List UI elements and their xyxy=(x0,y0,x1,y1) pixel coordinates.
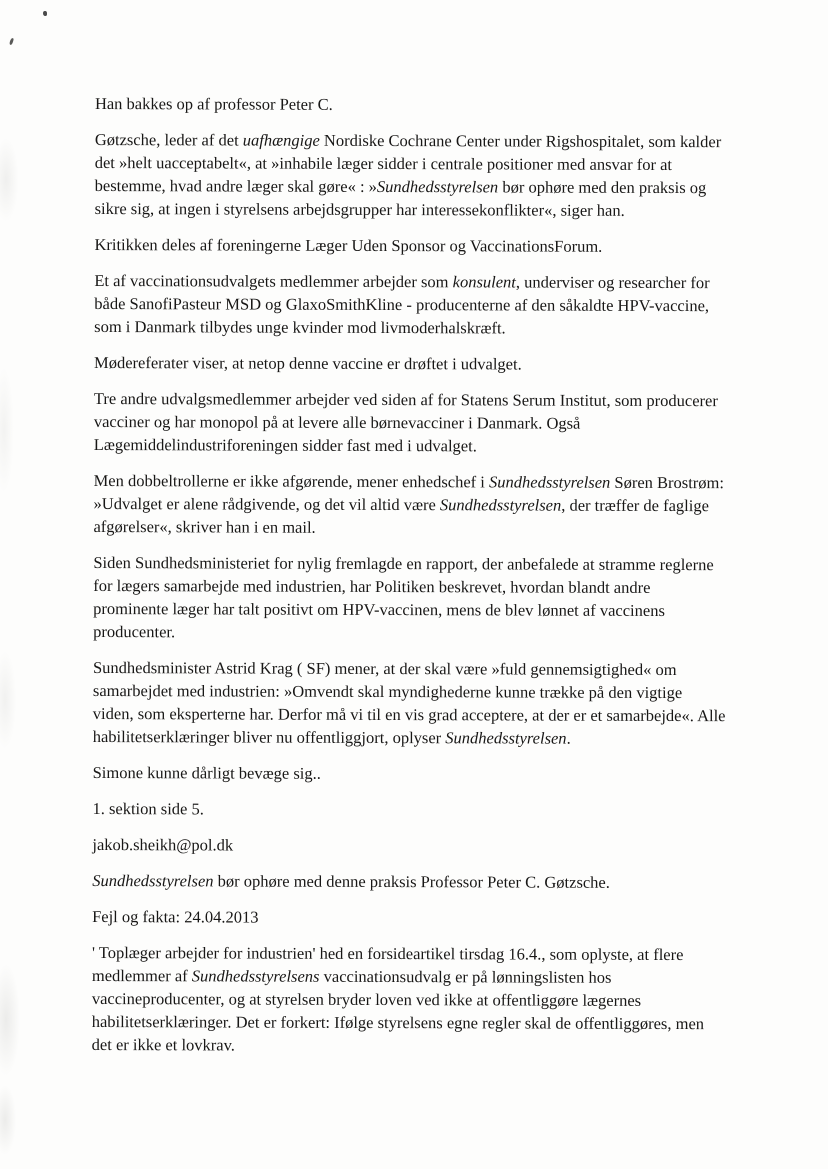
paragraph xyxy=(93,656,727,750)
text-segment: Tre andre udvalgsmedlemmer arbejder ved siden af for Statens Serum Institut, som producerer vacciner og har monopol på at levere alle børnevacciner i Danmark. Også Lægemiddelindustriforeningen sidder fast med i udvalget. xyxy=(93,388,718,456)
paragraph xyxy=(92,833,726,858)
text-segment: 1. sektion side 5. xyxy=(92,798,204,819)
italic-text-segment: uafhængige xyxy=(242,130,320,150)
scan-speck xyxy=(43,11,47,16)
text-segment: ' Toplæger arbejder for industrien' hed en forsideartikel tirsdag 16.4., som oplyste, at flere medlemmer af xyxy=(91,942,684,986)
document-body xyxy=(92,92,729,1071)
text-segment: bør ophøre med denne praksis Professor Peter C. Gøtzsche. xyxy=(213,871,610,892)
paragraph xyxy=(92,797,726,822)
text-segment: vaccinationsudvalg er på lønningslisten hos vaccineproducenter, og at styrelsen bryder loven ved ikke at offentliggøre lægernes habilitetserklæringer. Det er forkert: Ifølge styrelsens egne regler skal de offentliggøres, men det er ikke et lovkrav. xyxy=(91,966,705,1055)
paragraph xyxy=(93,469,727,540)
text-segment: , underviser og researcher for både SanofiPasteur MSD og GlaxoSmithKline - producenterne af den såkaldte HPV-vaccine, som i Danmark tilbydes unge kvinder mod livmoderhalskræft. xyxy=(94,272,710,338)
italic-text-segment: konsulent xyxy=(452,272,516,292)
paragraph xyxy=(94,269,728,340)
text-segment: bør ophøre med den praksis og sikre sig, at ingen i styrelsens arbejdsgrupper har interessekonflikter«, siger han. xyxy=(94,177,707,220)
text-segment: Gøtzsche, leder af det xyxy=(94,129,243,150)
italic-text-segment: Sundhedsstyrelsen xyxy=(445,728,567,748)
italic-text-segment: Sundhedsstyrelsen xyxy=(488,472,611,492)
text-segment: Mødereferater viser, at netop denne vaccine er drøftet i udvalget. xyxy=(94,352,522,374)
text-segment: Et af vaccinationsudvalgets medlemmer arbejder som xyxy=(94,270,453,292)
italic-text-segment: Sundhedsstyrelsen xyxy=(439,495,562,515)
text-segment: Søren Brostrøm: »Udvalget er alene rådgivende, og det vil altid være xyxy=(93,472,725,515)
paragraph xyxy=(95,128,729,222)
text-segment: Fejl og fakta: 24.04.2013 xyxy=(92,906,259,927)
paragraph xyxy=(94,387,728,458)
text-segment: Nordiske Cochrane Center under Rigshospitalet, som kalder det »helt uacceptabelt«, at »inhabile læger sidder i centrale positioner med ansvar for at bestemme, hvad andre læger skal gøre« : » xyxy=(94,130,722,196)
italic-text-segment: Sundhedsstyrelsen xyxy=(376,176,499,197)
paragraph xyxy=(94,233,728,258)
text-segment: Simone kunne dårligt bevæge sig.. xyxy=(92,762,321,783)
paragraph xyxy=(93,761,727,786)
text-segment: Men dobbeltrollerne er ikke afgørende, mener enhedschef i xyxy=(93,470,490,492)
text-segment: , der træffer de faglige afgørelser«, skriver han i en mail. xyxy=(93,495,709,537)
paragraph xyxy=(92,905,726,930)
scan-edge-smudge xyxy=(0,0,30,1169)
text-segment: Han bakkes op af professor Peter C. xyxy=(94,93,333,114)
paragraph xyxy=(94,351,728,376)
text-segment: Siden Sundhedsministeriet for nylig fremlagde en rapport, der anbefalede at stramme reglerne for lægers samarbejde med industrien, har Politiken beskrevet, hvordan blandt andre prominente læger har talt positivt om HPV-vaccinen, mens de blev lønnet af vaccinens producenter. xyxy=(93,552,714,642)
text-segment: Kritikken deles af foreningerne Læger Uden Sponsor og VaccinationsForum. xyxy=(94,234,603,256)
paragraph xyxy=(92,869,726,894)
paragraph xyxy=(92,941,726,1058)
italic-text-segment: Sundhedsstyrelsens xyxy=(191,966,320,986)
italic-text-segment: Sundhedsstyrelsen xyxy=(92,870,214,891)
text-segment: jakob.sheikh@pol.dk xyxy=(92,834,234,855)
paragraph xyxy=(95,92,729,117)
text-segment: . xyxy=(566,728,571,748)
text-segment: Sundhedsminister Astrid Krag ( SF) mener, at der skal være »fuld gennemsigtighed« om samarbejdet med industrien: »Omvendt skal myndighederne kunne trække på den vigtige viden, som eksperterne har. Derfor må vi til en vis grad acceptere, at der er et samarbejde«. Alle habilitetserklæringer bliver nu offentliggjort, oplyser xyxy=(92,657,726,748)
paragraph xyxy=(93,551,727,645)
